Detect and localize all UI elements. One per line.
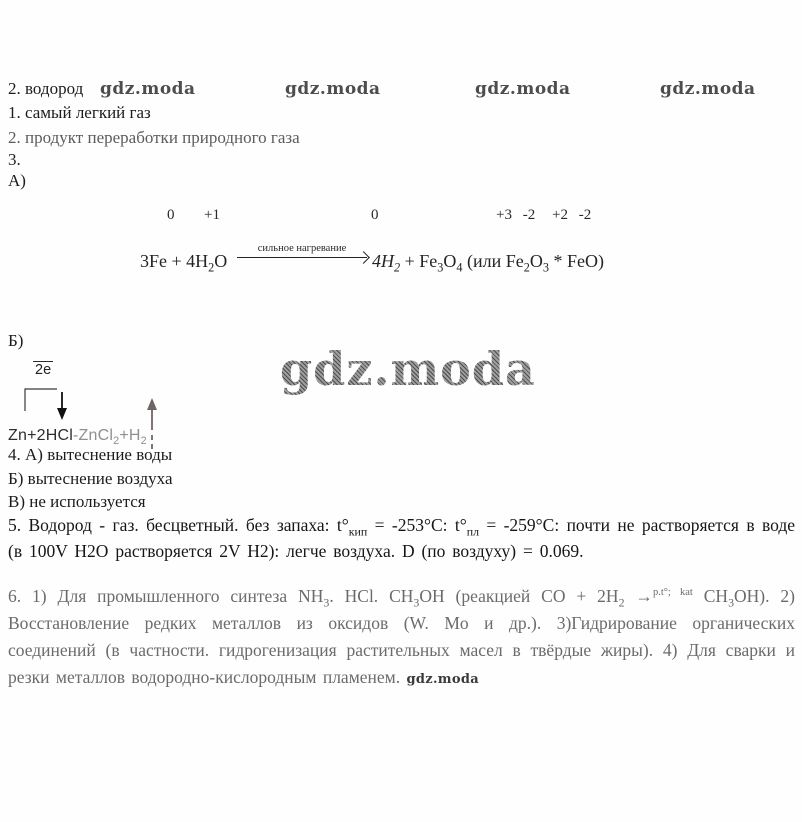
zn-equation (8, 427, 147, 448)
oxidation-state: 0 (167, 207, 175, 223)
paragraph-text: = -253°C: t° (367, 515, 467, 535)
formula-subscript: 3 (413, 595, 420, 610)
label-a: А) (8, 171, 26, 190)
answer-line-1: 1. самый легкий газ (8, 103, 151, 122)
formula-subscript: 2 (394, 260, 401, 275)
section4-a: 4. А) вытеснение воды (8, 445, 173, 464)
electron-transfer-bracket (25, 389, 57, 411)
oxidation-state: +1 (204, 207, 220, 223)
formula-text: O (443, 251, 457, 271)
formula-text: O (529, 251, 543, 271)
formula-text: + Fe (400, 251, 438, 271)
paragraph-text: OH). 2) Восстановление редких металлов из оксидов (W. Mo и др.). 3)Гидрирование органических соединений (в частности. гидрогенизация растительных масел в твёрдые жиры). 4) Для сварки и резки металлов водородно-кислородным пламенем. (8, 586, 796, 687)
formula-subscript: пл (466, 524, 480, 539)
formula-text: Zn+2HCl (8, 427, 73, 444)
section6-paragraph (8, 583, 795, 693)
formula-subscript: 3 (728, 595, 735, 610)
label-b: Б) (8, 331, 24, 350)
formula-subscript: 4 (456, 260, 463, 275)
answer-line-2: 2. продукт переработки природного газа (8, 128, 300, 147)
formula-text: -ZnCl (72, 427, 114, 444)
oxidation-state: +2 -2 (552, 207, 592, 223)
formula-subscript: 2 (113, 435, 120, 448)
oxidation-state: +3 -2 (496, 207, 536, 223)
equation-rhs (372, 251, 605, 275)
reaction-condition-superscript: p.t°; kat (652, 587, 693, 599)
formula-text: 3Fe + 4H (140, 251, 209, 271)
oxidation-state: 0 (371, 207, 379, 223)
formula-subscript: 3 (323, 595, 330, 610)
formula-subscript: 2 (523, 260, 530, 275)
paragraph-text: . HCl. CH (329, 586, 414, 606)
reaction-arrow (237, 243, 367, 258)
section5-paragraph (8, 512, 795, 564)
answer-line-3: 3. (8, 150, 21, 169)
paragraph-text: 5. Водород - газ. бесцветный. без запаха: t° (8, 515, 349, 535)
paragraph-text: → (624, 586, 653, 606)
formula-subscript: 2 (208, 260, 215, 275)
formula-text: O (214, 251, 228, 271)
watermark: gdz.moda (660, 79, 756, 99)
section4-c: В) не используется (8, 492, 146, 511)
formula-subscript: 2 (618, 595, 625, 610)
electron-count-label: 2e (35, 362, 52, 378)
formula-text: (или Fe (462, 251, 524, 271)
formula-subscript: 3 (437, 260, 444, 275)
watermark: gdz.moda (100, 79, 196, 99)
formula-subscript: 3 (542, 260, 550, 275)
right-arrow-icon (237, 257, 367, 258)
formula-subscript: кип (348, 524, 368, 539)
formula-text: * FeO) (549, 251, 605, 271)
paragraph-text: = -259°C: почти не растворяется в воде (в 100V H2O растворяется 2V H2): легче воздуха. D (по воздуху) = 0.069. (8, 515, 796, 561)
formula-subscript: 2 (140, 435, 147, 448)
watermark: gdz.moda (285, 79, 381, 99)
paragraph-text: 6. 1) Для промышленного синтеза NH (8, 586, 324, 606)
equation-lhs (140, 251, 228, 275)
watermark: gdz.moda (406, 672, 479, 687)
formula-text: +H (119, 427, 141, 444)
watermark: gdz.moda (475, 79, 571, 99)
answer-line-hydrogen: 2. водород (8, 79, 84, 98)
arrow-down-head (57, 408, 67, 420)
section4-b: Б) вытеснение воздуха (8, 469, 173, 488)
paragraph-text: CH (692, 586, 729, 606)
formula-text: 4H (372, 251, 394, 271)
watermark-large: gdz.moda (280, 342, 536, 396)
reaction-condition-label: сильное нагревание (257, 243, 347, 254)
paragraph-text: OH (реакцией CO + 2H (419, 586, 619, 606)
